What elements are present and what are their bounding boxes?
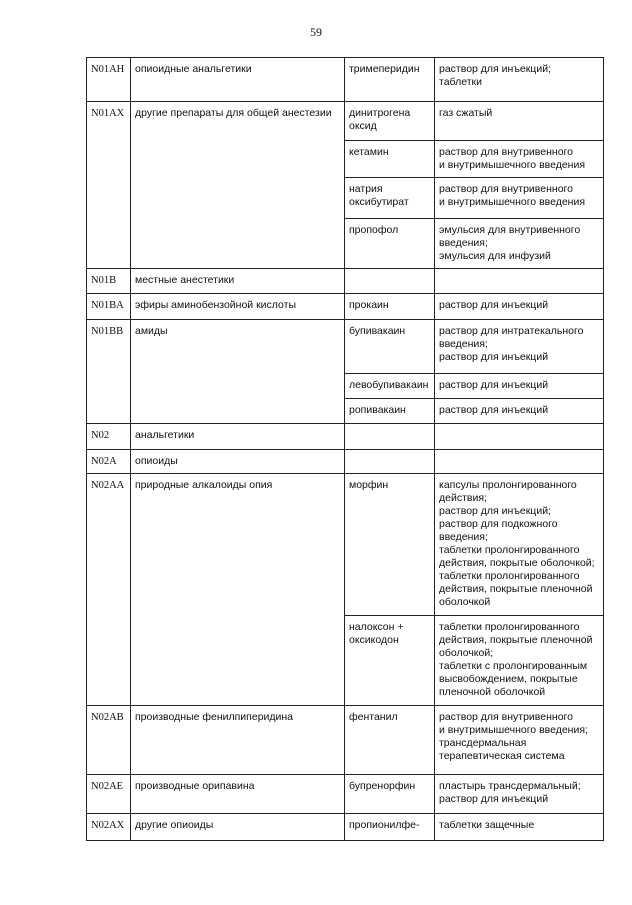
drug-name-cell bbox=[345, 474, 435, 616]
dosage-form-line: действия, покрытые пленочной bbox=[439, 634, 593, 646]
drug-name-cell bbox=[345, 374, 435, 399]
atc-code-cell: N01AX bbox=[87, 102, 131, 269]
dosage-form-cell bbox=[435, 424, 604, 450]
dosage-form-line: действия, покрытые оболочкой; bbox=[439, 557, 595, 569]
drug-group-cell: амиды bbox=[131, 320, 345, 424]
table-row bbox=[87, 450, 604, 474]
dosage-form-line: раствор для инъекций bbox=[439, 299, 549, 311]
dosage-form-line: пластырь трансдермальный; bbox=[439, 780, 581, 792]
dosage-form-line: и внутримышечного введения; bbox=[439, 724, 588, 736]
drug-name-line: оксикодон bbox=[349, 634, 399, 646]
drug-name-line: тримеперидин bbox=[349, 63, 420, 75]
dosage-form-line: пленочной оболочкой bbox=[439, 686, 546, 698]
drug-name-cell bbox=[345, 320, 435, 374]
dosage-form-line: эмульсия для инфузий bbox=[439, 250, 551, 262]
table-row bbox=[87, 775, 604, 814]
dosage-form-line: эмульсия для внутривенного bbox=[439, 224, 581, 236]
dosage-form-cell bbox=[435, 141, 604, 178]
dosage-form-line: таблетки пролонгированного bbox=[439, 544, 580, 556]
drug-name-line: налоксон + bbox=[349, 621, 404, 633]
drug-name-line: динитрогена bbox=[349, 107, 411, 119]
dosage-form-cell bbox=[435, 450, 604, 474]
drug-name-cell bbox=[345, 424, 435, 450]
dosage-form-line: введения; bbox=[439, 237, 488, 249]
drug-group-cell: опиоидные анальгетики bbox=[131, 58, 345, 102]
atc-code-cell: N01B bbox=[87, 269, 131, 294]
table-row bbox=[87, 269, 604, 294]
dosage-form-cell bbox=[435, 294, 604, 320]
dosage-form-line: раствор для подкожного bbox=[439, 518, 558, 530]
dosage-form-line: капсулы пролонгированного bbox=[439, 479, 577, 491]
dosage-form-cell bbox=[435, 616, 604, 706]
dosage-form-line: трансдермальная bbox=[439, 737, 527, 749]
drug-name-cell bbox=[345, 141, 435, 178]
table-row bbox=[87, 706, 604, 775]
drug-name-cell bbox=[345, 269, 435, 294]
dosage-form-line: таблетки пролонгированного bbox=[439, 570, 580, 582]
dosage-form-cell bbox=[435, 58, 604, 102]
dosage-form-line: терапевтическая система bbox=[439, 750, 565, 762]
dosage-form-line: и внутримышечного введения bbox=[439, 196, 586, 208]
drug-name-line: морфин bbox=[349, 479, 389, 491]
dosage-form-cell bbox=[435, 474, 604, 616]
drug-name-cell bbox=[345, 294, 435, 320]
dosage-form-cell bbox=[435, 706, 604, 775]
drug-group-cell: производные орипавина bbox=[131, 775, 345, 814]
dosage-form-line: раствор для инъекций bbox=[439, 793, 549, 805]
dosage-form-cell bbox=[435, 399, 604, 424]
dosage-form-line: высвобождением, покрытые bbox=[439, 673, 578, 685]
atc-code-cell: N01BA bbox=[87, 294, 131, 320]
drug-name-line: прокаин bbox=[349, 299, 389, 311]
atc-code-cell: N02AX bbox=[87, 814, 131, 841]
dosage-form-cell bbox=[435, 814, 604, 841]
dosage-form-line: введения; bbox=[439, 338, 488, 350]
dosage-form-line: раствор для инъекций; bbox=[439, 63, 551, 75]
drug-name-line: левобупивакаин bbox=[349, 379, 429, 391]
drug-name-cell bbox=[345, 178, 435, 219]
atc-code-cell: N02 bbox=[87, 424, 131, 450]
drug-name-cell bbox=[345, 450, 435, 474]
table-row bbox=[87, 58, 604, 102]
dosage-form-cell bbox=[435, 219, 604, 269]
drug-group-cell: анальгетики bbox=[131, 424, 345, 450]
drug-name-cell bbox=[345, 706, 435, 775]
dosage-form-cell bbox=[435, 178, 604, 219]
atc-code-cell: N02AA bbox=[87, 474, 131, 706]
drug-name-cell bbox=[345, 58, 435, 102]
dosage-form-line: раствор для инъекций; bbox=[439, 505, 551, 517]
drug-name-line: бупивакаин bbox=[349, 325, 406, 337]
drug-name-line: ропивакаин bbox=[349, 404, 406, 416]
drug-name-cell bbox=[345, 102, 435, 141]
table-row bbox=[87, 294, 604, 320]
drug-name-line: натрия bbox=[349, 183, 383, 195]
drug-group-cell: местные анестетики bbox=[131, 269, 345, 294]
drug-name-cell bbox=[345, 814, 435, 841]
atc-code-cell: N02A bbox=[87, 450, 131, 474]
dosage-form-line: таблетки защечные bbox=[439, 819, 535, 831]
dosage-form-cell bbox=[435, 269, 604, 294]
dosage-form-cell bbox=[435, 374, 604, 399]
drug-list-table bbox=[86, 57, 604, 841]
dosage-form-line: раствор для внутривенного bbox=[439, 146, 573, 158]
dosage-form-line: раствор для инъекций bbox=[439, 351, 549, 363]
dosage-form-line: и внутримышечного введения bbox=[439, 159, 586, 171]
dosage-form-cell bbox=[435, 102, 604, 141]
drug-group-cell: опиоиды bbox=[131, 450, 345, 474]
drug-name-line: оксибутират bbox=[349, 196, 409, 208]
dosage-form-line: введения; bbox=[439, 531, 488, 543]
page-number: 59 bbox=[310, 25, 322, 39]
dosage-form-line: раствор для интратекального bbox=[439, 325, 584, 337]
dosage-form-line: газ сжатый bbox=[439, 107, 493, 119]
drug-name-cell bbox=[345, 616, 435, 706]
drug-name-line: бупренорфин bbox=[349, 780, 416, 792]
drug-name-cell bbox=[345, 399, 435, 424]
dosage-form-line: оболочкой bbox=[439, 596, 491, 608]
table-row bbox=[87, 424, 604, 450]
atc-code-cell: N01BB bbox=[87, 320, 131, 424]
drug-group-cell: другие препараты для общей анестезии bbox=[131, 102, 345, 269]
drug-name-line: кетамин bbox=[349, 146, 389, 158]
drug-name-cell bbox=[345, 775, 435, 814]
dosage-form-line: таблетки пролонгированного bbox=[439, 621, 580, 633]
drug-name-line: пропионилфе- bbox=[349, 819, 420, 831]
drug-name-line: пропофол bbox=[349, 224, 399, 236]
dosage-form-line: раствор для внутривенного bbox=[439, 183, 573, 195]
table-row bbox=[87, 814, 604, 841]
drug-name-line: фентанил bbox=[349, 711, 398, 723]
drug-name-line: оксид bbox=[349, 120, 377, 132]
atc-code-cell: N02AE bbox=[87, 775, 131, 814]
table-row bbox=[87, 102, 604, 141]
dosage-form-line: действия, покрытые пленочной bbox=[439, 583, 593, 595]
drug-group-cell: другие опиоиды bbox=[131, 814, 345, 841]
dosage-form-line: таблетки bbox=[439, 76, 482, 88]
atc-code-cell: N01AH bbox=[87, 58, 131, 102]
drug-group-cell: производные фенилпиперидина bbox=[131, 706, 345, 775]
table-row bbox=[87, 320, 604, 374]
dosage-form-line: раствор для инъекций bbox=[439, 404, 549, 416]
dosage-form-cell bbox=[435, 775, 604, 814]
dosage-form-line: действия; bbox=[439, 492, 487, 504]
atc-code-cell: N02AB bbox=[87, 706, 131, 775]
drug-group-cell: эфиры аминобензойной кислоты bbox=[131, 294, 345, 320]
dosage-form-line: оболочкой; bbox=[439, 647, 494, 659]
drug-group-cell: природные алкалоиды опия bbox=[131, 474, 345, 706]
drug-name-cell bbox=[345, 219, 435, 269]
dosage-form-line: раствор для инъекций bbox=[439, 379, 549, 391]
dosage-form-line: таблетки с пролонгированным bbox=[439, 660, 588, 672]
dosage-form-line: раствор для внутривенного bbox=[439, 711, 573, 723]
dosage-form-cell bbox=[435, 320, 604, 374]
table-row bbox=[87, 474, 604, 616]
